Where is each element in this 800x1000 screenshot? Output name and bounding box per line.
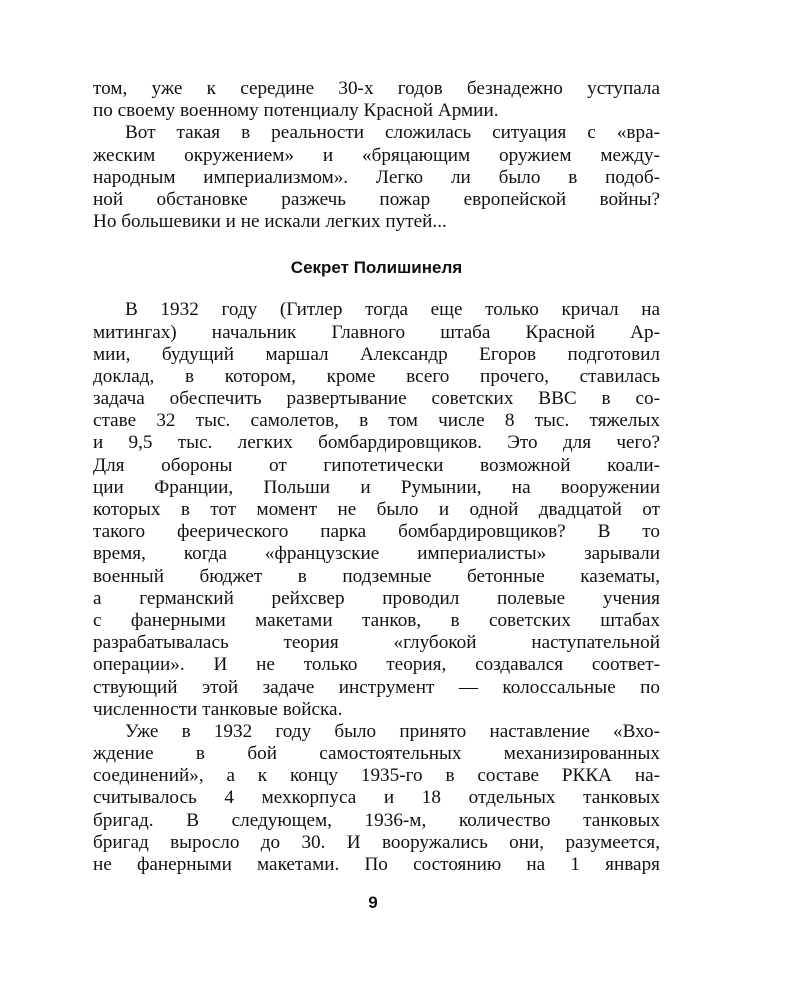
text-line: ждение в бой самостоятельных механизированных <box>93 743 660 765</box>
text-line: Но большевики и не искали легких путей... <box>93 211 447 233</box>
text-line: считывалось 4 мехкорпуса и 18 отдельных танковых <box>93 787 660 809</box>
paragraph-3 <box>93 721 660 876</box>
page-number: 9 <box>368 893 378 912</box>
paragraph-intro <box>93 78 660 122</box>
text-line: народным империализмом». Легко ли было в подоб- <box>93 166 660 188</box>
text-line: не фанерными макетами. По состоянию на 1 января <box>93 854 660 875</box>
text-line: разрабатывалась теория «глубокой наступательной <box>93 632 660 654</box>
text-line: митингах) начальник Главного штаба Красной Ар- <box>93 321 660 343</box>
paragraph-1 <box>93 122 660 233</box>
text-line: которых в тот момент не было и одной двадцатой от <box>93 499 660 520</box>
text-line: такого феерического парка бомбардировщиков? В то <box>93 521 660 543</box>
text-line: военный бюджет в подземные бетонные казематы, <box>93 565 660 587</box>
text-line: В 1932 году (Гитлер тогда еще только кричал на <box>125 299 660 321</box>
text-line: и 9,5 тыс. легких бомбардировщиков. Это для чего? <box>93 432 660 454</box>
text-line: Вот такая в реальности сложилась ситуация с «вра- <box>125 122 660 144</box>
text-line: Для обороны от гипотетически возможной коали- <box>93 454 660 476</box>
text-line: численности танковые войска. <box>93 698 343 720</box>
text-line: Уже в 1932 году было принято наставление «Вхо- <box>125 720 660 742</box>
text-line: бригад. В следующем, 1936-м, количество танковых <box>93 809 660 831</box>
text-line: бригад выросло до 30. И вооружались они, разумеется, <box>93 831 660 853</box>
text-line: задача обеспечить развертывание советских ВВС в со- <box>93 388 660 410</box>
text-line: том, уже к середине 30-х годов безнадежно уступала <box>93 78 660 99</box>
text-line: мии, будущий маршал Александр Егоров подготовил <box>93 343 660 365</box>
text-line: время, когда «французские империалисты» зарывали <box>93 543 660 565</box>
text-line: соединений», а к концу 1935-го в составе РККА на- <box>93 765 660 787</box>
text-line: операции». И не только теория, создавался соответ- <box>93 654 660 676</box>
text-line: ствующий этой задаче инструмент — колоссальные по <box>93 676 660 698</box>
text-line: ции Франции, Польши и Румынии, на вооружении <box>93 476 660 498</box>
text-line: ной обстановке разжечь пожар европейской войны? <box>93 188 660 210</box>
paragraph-2 <box>93 299 660 721</box>
page-text <box>93 78 660 876</box>
section-title: Секрет Полишинеля <box>290 258 463 278</box>
text-line: по своему военному потенциалу Красной Армии. <box>93 100 499 122</box>
text-line: с фанерными макетами танков, в советских штабах <box>93 609 660 631</box>
text-line: жеским окружением» и «бряцающим оружием между- <box>93 144 660 166</box>
text-line: доклад, в котором, кроме всего прочего, ставилась <box>93 365 660 387</box>
text-line: ставе 32 тыс. самолетов, в том числе 8 тыс. тяжелых <box>93 410 660 432</box>
text-line: а германский рейхсвер проводил полевые учения <box>93 587 660 609</box>
